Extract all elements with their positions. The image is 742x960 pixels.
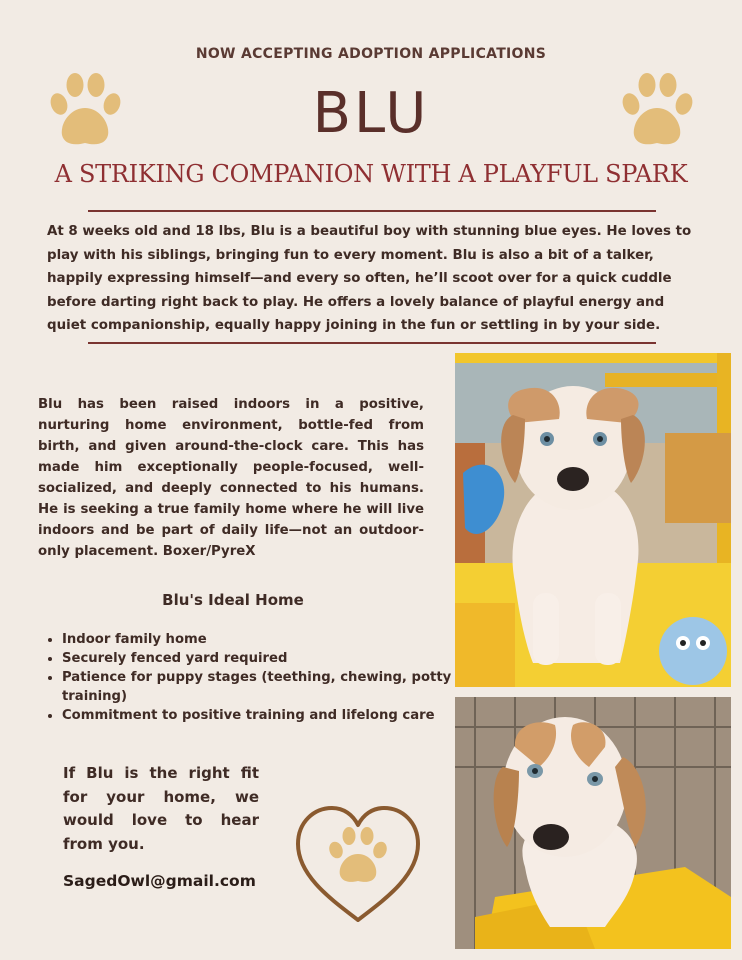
bio-paragraph: Blu has been raised indoors in a positive, nurturing home environment, bottle-fed from birth, and given around-the-clock care. This has made him exceptionally people-focused, well-socialized, and deeply connected to his humans. He is seeking a true family home where he will live indoors and be part of daily life—not an outdoor-only placement. Boxer/PyreX xyxy=(38,397,424,559)
list-item: • Patience for puppy stages (teething, chewing, potty training) xyxy=(62,668,472,706)
list-item: • Securely fenced yard required xyxy=(62,649,472,668)
divider xyxy=(88,210,656,212)
puppy-photo-sitting xyxy=(455,353,731,687)
tagline: A STRIKING COMPANION WITH A PLAYFUL SPARK xyxy=(54,160,688,188)
pet-name-title: BLU xyxy=(312,81,430,146)
ideal-home-list xyxy=(45,630,472,725)
ideal-home-heading: Blu's Ideal Home xyxy=(162,591,304,609)
paw-icon xyxy=(618,72,696,148)
heart-paw-icon xyxy=(292,802,424,926)
list-item: • Commitment to positive training and lifelong care xyxy=(62,706,472,725)
paw-icon xyxy=(46,72,124,148)
kicker-text: NOW ACCEPTING ADOPTION APPLICATIONS xyxy=(195,46,547,62)
list-item: • Indoor family home xyxy=(62,630,472,649)
divider xyxy=(88,342,656,344)
intro-paragraph: At 8 weeks old and 18 lbs, Blu is a beautiful boy with stunning blue eyes. He loves to play with his siblings, bringing fun to every moment. Blu is also a bit of a talker, happily expressing himself—and every so often, he’ll scoot over for a quick cuddle before darting right back to play. He offers a lovely balance of playful energy and quiet companionship, equally happy joining in the fun or settling in by your side. xyxy=(47,224,692,333)
call-to-action: If Blu is the right fit for your home, we would love to hear from you. xyxy=(63,764,259,853)
puppy-photo-closeup xyxy=(455,697,731,949)
contact-email[interactable]: SagedOwl@gmail.com xyxy=(63,872,256,890)
